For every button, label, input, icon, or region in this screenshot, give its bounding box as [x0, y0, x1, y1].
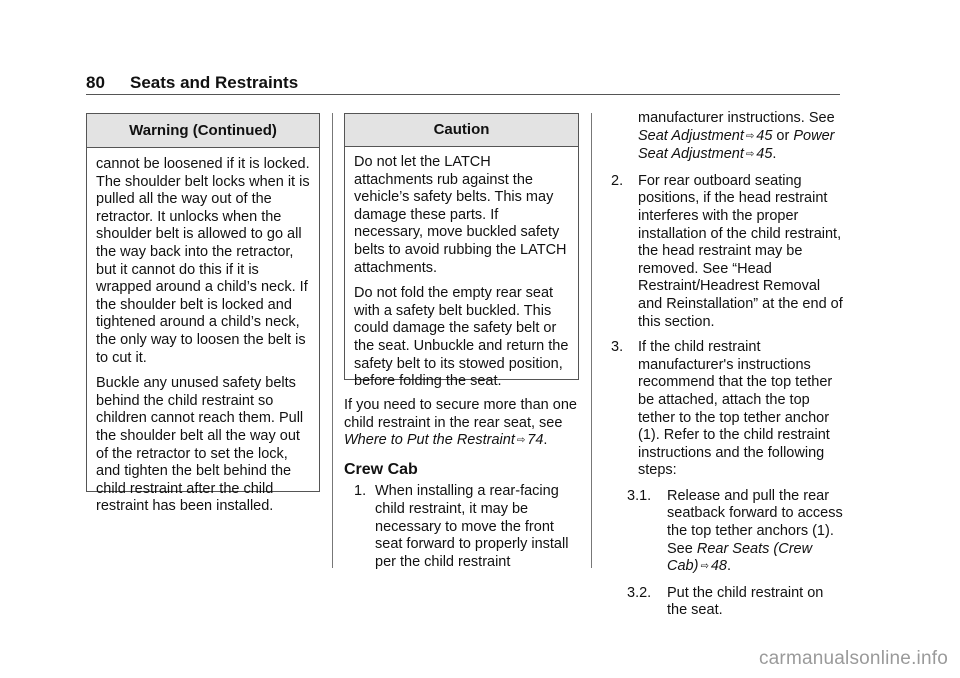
- middle-text: [344, 397, 584, 571]
- step-1: [344, 483, 584, 571]
- caution-body: [345, 147, 578, 391]
- step-number: 1.: [354, 483, 367, 500]
- step-text: When installing a rear-facing child restraint, it may be necessary to move the front seat forward to properly install per the child restraint: [375, 483, 569, 570]
- subhead-crew-cab: Crew Cab: [344, 460, 418, 478]
- caution-paragraph-2: Do not fold the empty rear seat with a safety belt buckled. This could damage the safety belt or the seat. Unbuckle and return the safety belt to its stowed position, before folding the seat.: [354, 285, 569, 390]
- step-3-2: [611, 585, 846, 620]
- caution-box: [344, 113, 579, 390]
- watermark: carmanualsonline.info: [758, 648, 948, 669]
- step-number: 3.1.: [627, 487, 652, 504]
- xref-rear-seats-crew-cab[interactable]: Rear Seats (Crew Cab) ⇨ 48: [667, 540, 813, 575]
- right-text: [611, 110, 846, 620]
- caution-paragraph-1: Do not let the LATCH attachments rub against the vehicle’s safety belts. This may damage these parts. If necessary, move buckled safety belts to avoid rubbing the LATCH attachments.: [354, 154, 567, 276]
- step-3: [611, 339, 846, 480]
- page-pointer-icon: ⇨: [745, 130, 755, 142]
- step-number: 3.: [611, 339, 624, 356]
- multiple-restraints-paragraph: If you need to secure more than one child restraint in the rear seat, see Where to Put the Restraint ⇨ 74.: [344, 397, 577, 449]
- warning-body: [87, 148, 319, 516]
- xref-where-to-put-restraint[interactable]: Where to Put the Restraint ⇨ 74: [344, 432, 544, 449]
- step-text: If the child restraint manufacturer's instructions recommend that the top tether be attached, attach the top tether to the top tether anchor (1). Refer to the child restraint instructions and the following steps:: [638, 339, 833, 479]
- step-number: 3.2.: [627, 584, 652, 601]
- page-pointer-icon: ⇨: [745, 149, 755, 161]
- page-header: [86, 72, 840, 95]
- column-divider-left: [332, 113, 333, 568]
- caution-title: Caution: [345, 114, 578, 147]
- warning-title: Warning (Continued): [87, 114, 319, 148]
- step-1-continued: manufacturer instructions. See Seat Adjustment ⇨ 45 or Power Seat Adjustment ⇨ 45.: [638, 110, 835, 163]
- warning-paragraph-2: Buckle any unused safety belts behind the child restraint so children cannot reach them. Pull the shoulder belt all the way out of the retractor to set the lock, and tighten the belt behind the child restraint after the child restraint has been installed.: [96, 375, 304, 515]
- section-title: Seats and Restraints: [130, 73, 299, 92]
- step-3-1: 3.1. Release and pull the rear seatback forward to access the top tether anchors (1). See Rear Seats (Crew Cab) ⇨ 48.: [627, 487, 843, 575]
- step-text: For rear outboard seating positions, if the head restraint interferes with the proper installation of the child restraint, the head restraint may be removed. See “Head Restraint/Headrest Removal and Reinstallation” at the end of this section.: [638, 172, 843, 330]
- warning-paragraph-1: cannot be loosened if it is locked. The shoulder belt locks when it is pulled all the way out of the retractor. It unlocks when the shoulder belt is allowed to go all the way back into the retractor, but it cannot do this if it is wrapped around a child’s neck. If the shoulder belt is locked and tightened around a child’s neck, the only way to loosen the belt is to cut it.: [96, 156, 310, 366]
- page-pointer-icon: ⇨: [700, 561, 709, 573]
- step-number: 2.: [611, 172, 624, 189]
- page-pointer-icon: ⇨: [516, 435, 526, 447]
- xref-seat-adjustment[interactable]: Seat Adjustment ⇨ 45: [638, 127, 773, 144]
- xref-power-seat-adjustment[interactable]: Power Seat Adjustment ⇨ 45: [638, 127, 835, 163]
- column-divider-right: [591, 113, 592, 568]
- step-2: [611, 173, 846, 331]
- page-number: 80: [86, 73, 105, 92]
- warning-box: [86, 113, 320, 515]
- step-text: Put the child restraint on the seat.: [667, 584, 824, 619]
